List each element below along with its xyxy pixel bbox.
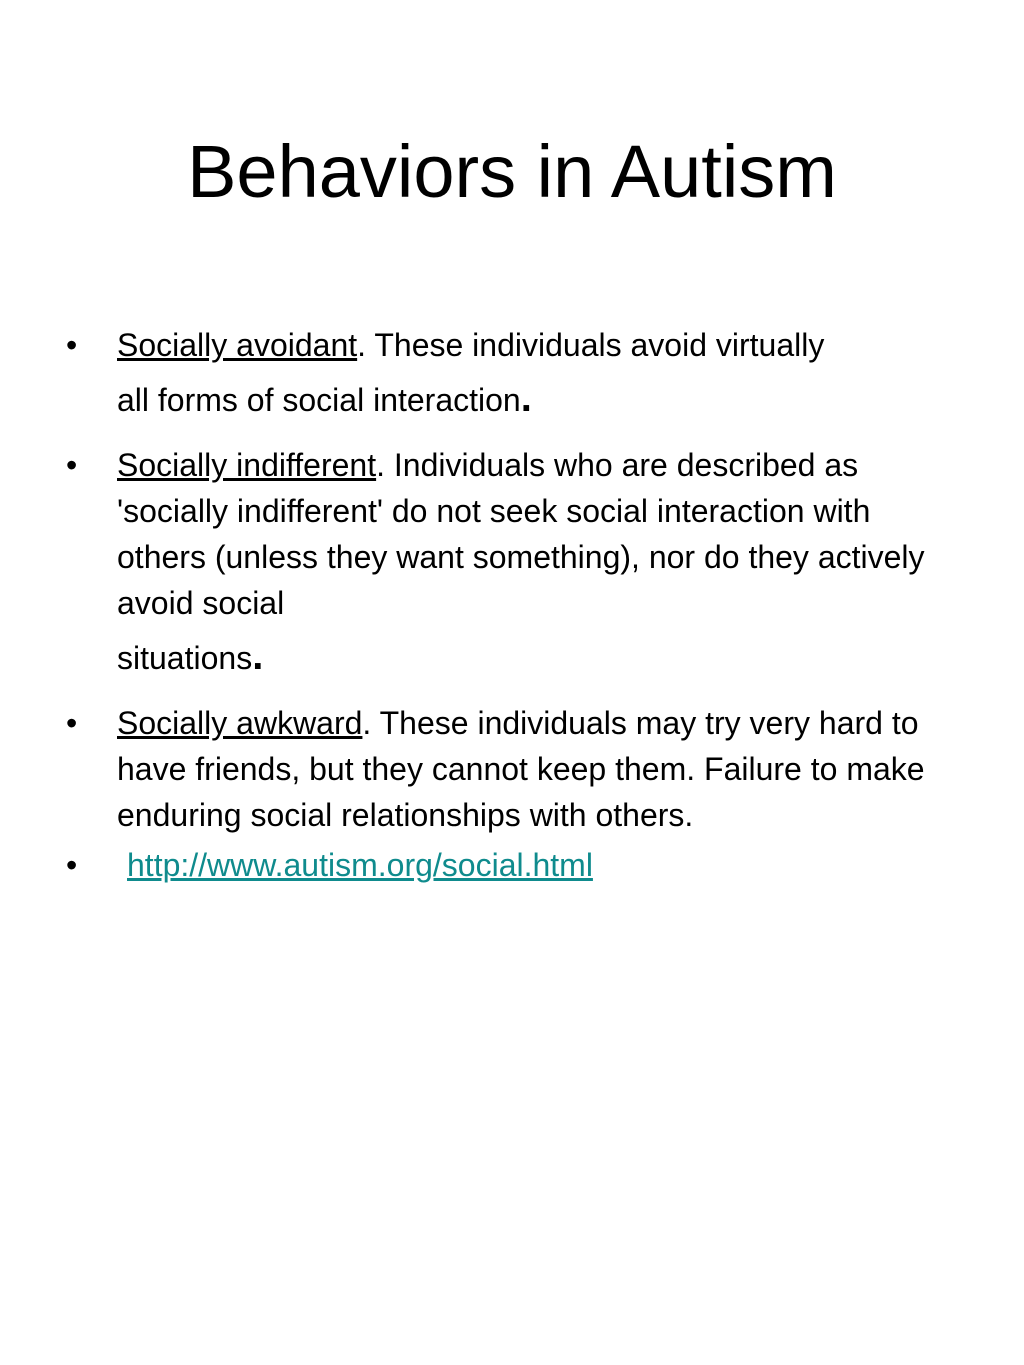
bullet-text: . These individuals avoid virtually <box>357 327 825 363</box>
slide-title: Behaviors in Autism <box>187 130 837 213</box>
bullet-text: . These individuals may try very hard to have friends, but they cannot keep them. Failure to make enduring social relationships with others. <box>117 705 925 833</box>
bullet-source-link <box>0 842 1024 888</box>
bullet-end-period: . <box>252 634 264 678</box>
term-socially-awkward: Socially awkward <box>117 705 363 741</box>
bullet-text-continued <box>117 360 964 438</box>
bullet-socially-avoidant <box>0 322 1024 438</box>
source-link[interactable]: http://www.autism.org/social.html <box>127 847 593 883</box>
bullet-end-period: . <box>520 376 532 420</box>
bullet-socially-indifferent <box>0 442 1024 696</box>
bullet-text-cont: all forms of social interaction <box>117 382 521 418</box>
bullet-dot: • <box>66 705 78 741</box>
term-socially-indifferent: Socially indifferent <box>117 447 377 483</box>
bullet-dot: • <box>66 847 78 883</box>
bullet-text-cont: situations <box>117 640 253 676</box>
bullet-list <box>0 322 1024 892</box>
bullet-dot: • <box>66 447 78 483</box>
term-socially-avoidant: Socially avoidant <box>117 327 358 363</box>
bullet-text-continued <box>117 618 964 696</box>
bullet-socially-awkward <box>0 700 1024 838</box>
bullet-text: . Individuals who are described as 'socially indifferent' do not seek social interaction with others (unless they want something), nor do they actively avoid social <box>117 447 925 621</box>
bullet-dot: • <box>66 327 78 363</box>
